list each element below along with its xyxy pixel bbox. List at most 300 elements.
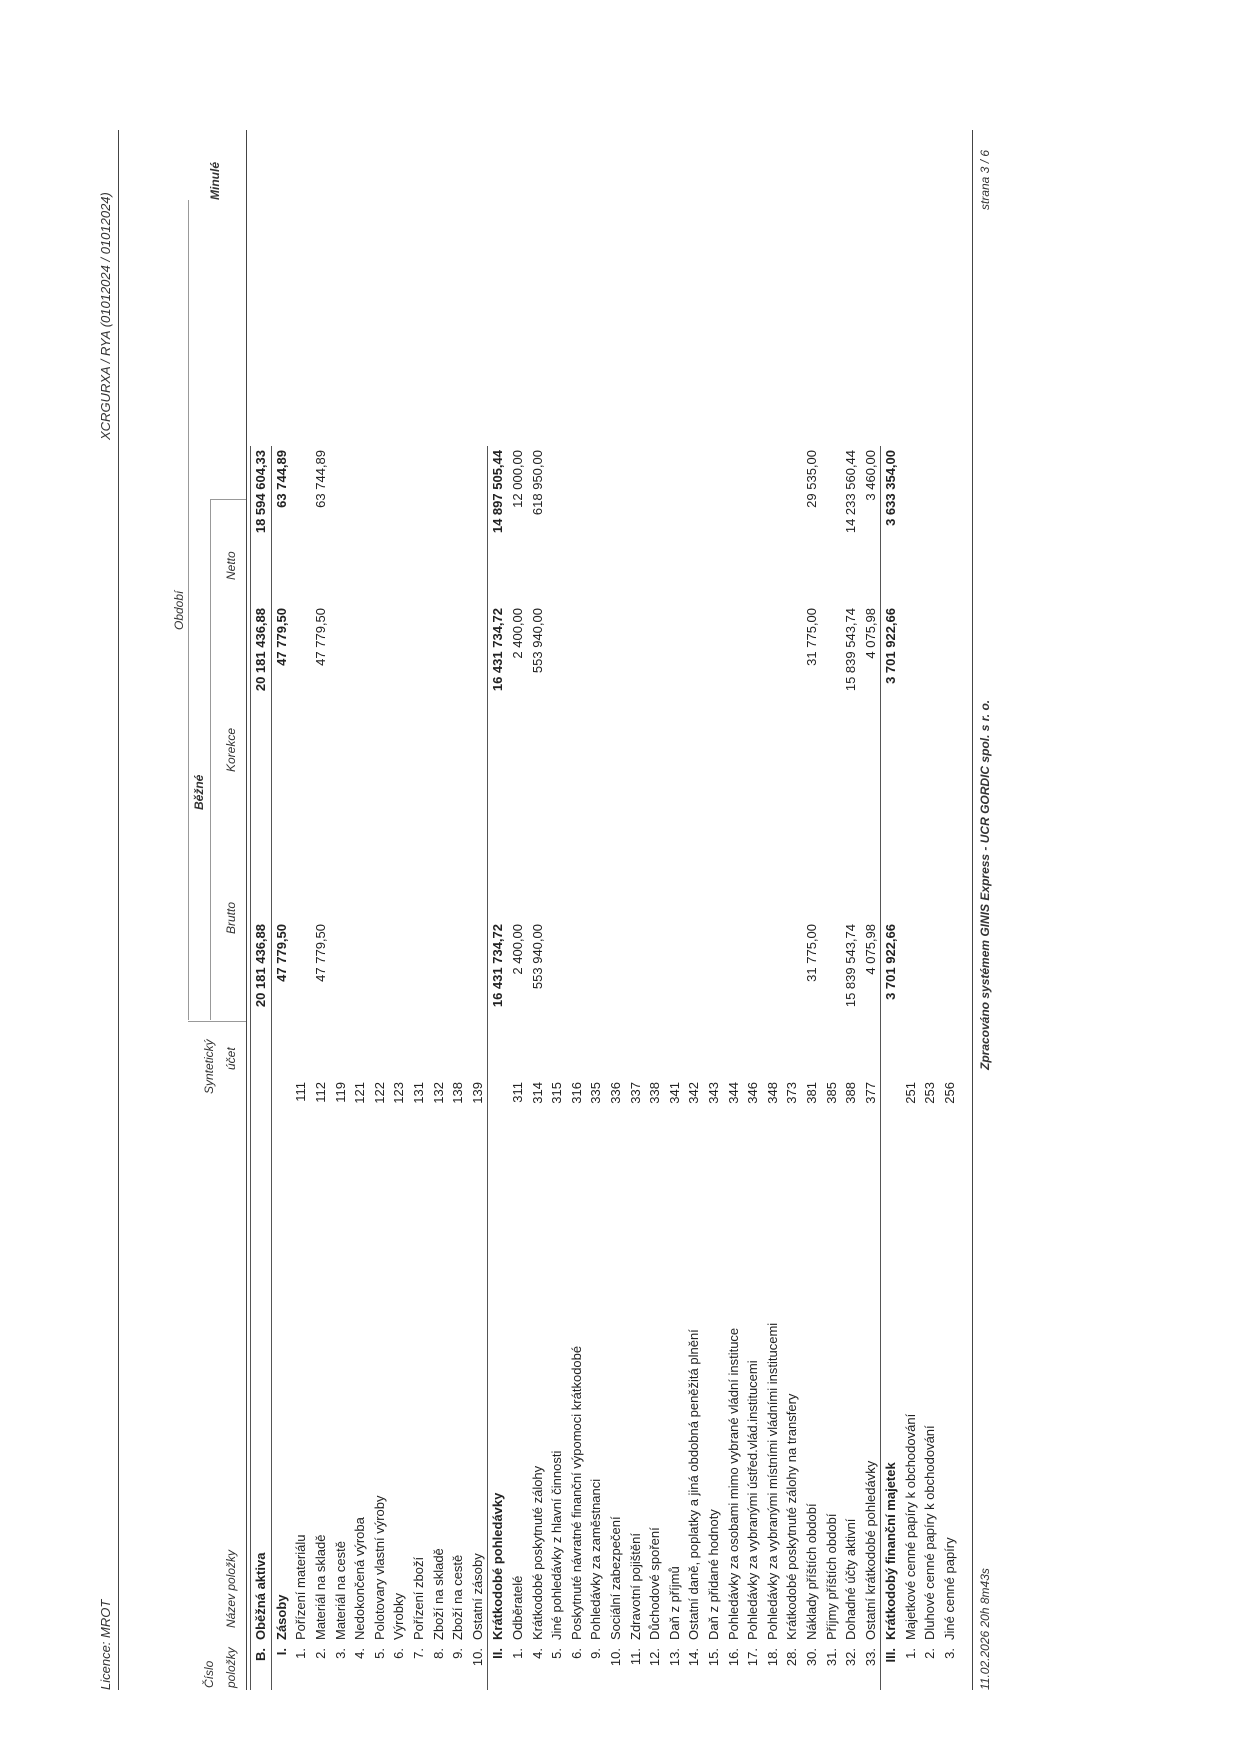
- row-name: Poskytnuté návratné finanční výpomoci krátkodobé: [568, 1345, 584, 1640]
- row-minule: [901, 446, 921, 604]
- table-row: [586, 446, 606, 1690]
- table-row: [625, 446, 645, 1690]
- row-number: 15.: [705, 1648, 721, 1667]
- row-account: [881, 1078, 901, 1136]
- row-name: Výrobky: [391, 1593, 407, 1640]
- table-row: [684, 446, 704, 1690]
- row-brutto: [821, 920, 841, 1078]
- row-korekce: [664, 762, 684, 920]
- row-name: Pořízení materiálu: [293, 1534, 309, 1640]
- row-korekce: [527, 762, 547, 920]
- row-korekce: [567, 762, 587, 920]
- row-account: 337: [627, 1082, 643, 1104]
- row-number: 33.: [862, 1648, 878, 1667]
- row-korekce: [723, 762, 743, 920]
- row-name: Pořízení zboží: [411, 1556, 427, 1640]
- row-brutto: 20 181 436,88: [251, 920, 272, 1078]
- row-brutto: [370, 920, 390, 1078]
- row-netto: [664, 604, 684, 762]
- report-id: XCRGURXA / RYA (01012024 / 01012024): [98, 192, 113, 440]
- row-netto: [684, 604, 704, 762]
- row-korekce: [350, 762, 370, 920]
- row-account: 381: [803, 1082, 819, 1104]
- row-minule: 14 897 505,44: [488, 446, 508, 604]
- table-row: [567, 446, 587, 1690]
- row-korekce: [547, 762, 567, 920]
- header-bezne: Běžné: [192, 774, 206, 810]
- row-minule: [743, 446, 763, 604]
- row-minule: 63 744,89: [313, 450, 329, 508]
- row-korekce: [782, 762, 802, 920]
- row-minule: [468, 446, 488, 604]
- row-netto: [920, 604, 940, 762]
- row-name: Dluhové cenné papíry k obchodování: [922, 1425, 938, 1640]
- header-synteticky-top: Syntetický: [202, 1039, 216, 1094]
- row-brutto: 47 779,50: [271, 920, 291, 1078]
- row-korekce: [448, 762, 468, 920]
- row-name: Majetkové cenné papíry k obchodování: [902, 1413, 918, 1640]
- row-account: 251: [902, 1082, 918, 1104]
- table-row: [860, 446, 880, 1690]
- row-netto: [821, 604, 841, 762]
- row-number: 14.: [686, 1648, 702, 1667]
- table-row: [330, 446, 350, 1690]
- row-netto: [291, 604, 311, 762]
- row-brutto: [743, 920, 763, 1078]
- row-korekce: [901, 762, 921, 920]
- row-name: Pohledávky za vybranými místními vládními institucemi: [764, 1322, 780, 1640]
- row-netto: [567, 604, 587, 762]
- table-row: [448, 446, 468, 1690]
- table-row: [704, 446, 724, 1690]
- table-row: [389, 446, 409, 1690]
- row-account: 121: [352, 1082, 368, 1104]
- header-rule-bezne: [210, 500, 211, 1020]
- row-netto: [606, 604, 626, 762]
- header-rule-obdobi: [188, 200, 189, 1020]
- table-row: [723, 446, 743, 1690]
- row-name: Zásoby: [271, 1136, 291, 1644]
- row-netto: [782, 604, 802, 762]
- row-account: 373: [784, 1082, 800, 1104]
- row-account: 344: [725, 1082, 741, 1104]
- row-number: 4.: [529, 1648, 545, 1659]
- row-account: 131: [411, 1082, 427, 1104]
- table-row: [881, 446, 901, 1690]
- row-brutto: [723, 920, 743, 1078]
- table-row: [664, 446, 684, 1690]
- table-row: [762, 446, 782, 1690]
- row-brutto: [428, 920, 448, 1078]
- row-number: 9.: [450, 1648, 466, 1659]
- table-row: [370, 446, 390, 1690]
- row-number: 3.: [942, 1648, 958, 1659]
- row-netto: [448, 604, 468, 762]
- row-minule: [920, 446, 940, 604]
- row-netto: [743, 604, 763, 762]
- row-netto: 3 701 922,66: [881, 604, 901, 762]
- row-minule: [782, 446, 802, 604]
- row-name: Jiné cenné papíry: [942, 1537, 958, 1640]
- row-brutto: [664, 920, 684, 1078]
- row-account: [251, 1078, 272, 1136]
- row-name: Krátkodobé pohledávky: [488, 1136, 508, 1644]
- row-brutto: 15 839 543,74: [843, 924, 859, 1008]
- row-name: Sociální zabezpečení: [607, 1516, 623, 1640]
- row-account: 377: [862, 1082, 878, 1104]
- footer-producer: Zpracováno systémem GINIS Express - UCR GORDIC spol. s r. o.: [978, 699, 992, 1070]
- row-netto: 47 779,50: [271, 604, 291, 762]
- row-korekce: [291, 762, 311, 920]
- bottom-rule: [972, 130, 973, 1690]
- row-minule: [547, 446, 567, 604]
- row-number: 6.: [391, 1648, 407, 1659]
- table-row: [311, 446, 331, 1690]
- row-minule: [606, 446, 626, 604]
- table-row: [527, 446, 547, 1690]
- row-brutto: [645, 920, 665, 1078]
- row-number: 9.: [588, 1648, 604, 1659]
- row-netto: [901, 604, 921, 762]
- row-brutto: [330, 920, 350, 1078]
- row-name: Důchodové spoření: [647, 1527, 663, 1640]
- row-minule: [291, 446, 311, 604]
- row-brutto: 2 400,00: [510, 924, 526, 975]
- row-minule: [370, 446, 390, 604]
- row-number: 32.: [843, 1648, 859, 1667]
- table-row: [291, 446, 311, 1690]
- header-vline-minule: [210, 499, 246, 500]
- table-row: [468, 446, 488, 1690]
- row-korekce: [488, 762, 508, 920]
- row-number: 30.: [803, 1648, 819, 1667]
- row-name: Krátkodobé poskytnuté zálohy na transfery: [784, 1393, 800, 1640]
- row-number: 18.: [764, 1648, 780, 1667]
- row-number: 7.: [411, 1648, 427, 1659]
- row-number: 1.: [293, 1648, 309, 1659]
- row-minule: [389, 446, 409, 604]
- row-minule: 3 633 354,00: [881, 446, 901, 604]
- row-minule: [704, 446, 724, 604]
- row-name: Daň z příjmů: [666, 1566, 682, 1640]
- row-minule: [723, 446, 743, 604]
- row-number: 5.: [549, 1648, 565, 1659]
- row-name: Dohadné účty aktivní: [843, 1518, 859, 1640]
- row-korekce: [762, 762, 782, 920]
- row-netto: [762, 604, 782, 762]
- row-minule: [350, 446, 370, 604]
- footer-page: strana 3 / 6: [978, 149, 992, 210]
- row-brutto: [586, 920, 606, 1078]
- row-name: Ostatní krátkodobé pohledávky: [862, 1460, 878, 1640]
- row-korekce: [821, 762, 841, 920]
- row-number: 1.: [902, 1648, 918, 1659]
- row-netto: [468, 604, 488, 762]
- row-account: 336: [607, 1082, 623, 1104]
- row-minule: [645, 446, 665, 604]
- row-brutto: [762, 920, 782, 1078]
- table-row: [350, 446, 370, 1690]
- row-number: 17.: [745, 1648, 761, 1667]
- row-netto: [723, 604, 743, 762]
- table-row: [409, 446, 429, 1690]
- row-brutto: [567, 920, 587, 1078]
- row-korekce: [586, 762, 606, 920]
- row-name: Zboží na cestě: [450, 1554, 466, 1640]
- row-minule: [664, 446, 684, 604]
- row-account: 138: [450, 1082, 466, 1104]
- header-obdobi: Období: [172, 590, 186, 630]
- row-korekce: [251, 762, 272, 920]
- row-account: 314: [529, 1082, 545, 1104]
- row-netto: [389, 604, 409, 762]
- header-cislo-bottom: položky: [224, 1647, 238, 1688]
- row-korekce: [409, 762, 429, 920]
- row-name: Nedokončená výroba: [352, 1517, 368, 1640]
- table-row: [645, 446, 665, 1690]
- row-account: 256: [942, 1082, 958, 1104]
- row-korekce: [508, 762, 528, 920]
- row-korekce: [860, 762, 880, 920]
- row-minule: [586, 446, 606, 604]
- row-account: 315: [549, 1082, 565, 1104]
- row-number: 1.: [510, 1648, 526, 1659]
- row-number: 10.: [469, 1648, 485, 1667]
- row-name: Polotovary vlastní výroby: [371, 1495, 387, 1640]
- table-row: [271, 446, 291, 1690]
- row-netto: [428, 604, 448, 762]
- header-cislo-top: Číslo: [202, 1660, 216, 1688]
- row-korekce: [311, 762, 331, 920]
- row-name: Ostatní daně, poplatky a jiná obdobná peněžitá plnění: [686, 1329, 702, 1640]
- row-number: 8.: [430, 1648, 446, 1659]
- row-netto: 20 181 436,88: [251, 604, 272, 762]
- row-minule: [684, 446, 704, 604]
- table-row: [508, 446, 528, 1690]
- row-account: 139: [469, 1082, 485, 1104]
- row-name: Jiné pohledávky z hlavní činnosti: [549, 1450, 565, 1640]
- row-name: Odběratelé: [510, 1575, 526, 1640]
- row-account: 111: [293, 1082, 309, 1102]
- row-name: Zboží na skladě: [430, 1548, 446, 1640]
- row-number: II.: [488, 1644, 508, 1690]
- row-minule: 63 744,89: [271, 446, 291, 604]
- row-number: 31.: [823, 1648, 839, 1667]
- row-number: 6.: [568, 1648, 584, 1659]
- row-account: 341: [666, 1082, 682, 1104]
- row-korekce: [841, 762, 861, 920]
- row-minule: 12 000,00: [510, 450, 526, 508]
- row-korekce: [743, 762, 763, 920]
- row-brutto: [625, 920, 645, 1078]
- row-brutto: [291, 920, 311, 1078]
- row-korekce: [330, 762, 350, 920]
- row-brutto: [547, 920, 567, 1078]
- row-brutto: 31 775,00: [803, 924, 819, 982]
- row-korekce: [625, 762, 645, 920]
- row-number: 28.: [784, 1648, 800, 1667]
- row-brutto: [468, 920, 488, 1078]
- row-netto: 4 075,98: [862, 608, 878, 659]
- row-account: 112: [313, 1082, 329, 1103]
- row-netto: [350, 604, 370, 762]
- row-name: Ostatní zásoby: [469, 1553, 485, 1640]
- row-account: 388: [843, 1082, 859, 1104]
- header-minule: Minulé: [208, 162, 222, 200]
- table-row: [547, 446, 567, 1690]
- row-account: [271, 1078, 291, 1136]
- table-row: [488, 446, 508, 1690]
- footer-timestamp: 11.02.2026 20h 8m43s: [978, 1568, 992, 1690]
- row-number: 16.: [725, 1648, 741, 1667]
- row-brutto: 47 779,50: [313, 924, 329, 982]
- row-korekce: [606, 762, 626, 920]
- row-minule: [567, 446, 587, 604]
- row-number: 13.: [666, 1648, 682, 1667]
- row-account: 123: [391, 1082, 407, 1104]
- rotated-page: [90, 30, 1090, 1710]
- table-row: [606, 446, 626, 1690]
- balance-table: [250, 446, 959, 1690]
- header-vline-ucet: [188, 1021, 246, 1022]
- table-row: [821, 446, 841, 1690]
- row-netto: [645, 604, 665, 762]
- row-account: 346: [745, 1082, 761, 1104]
- row-korekce: [271, 762, 291, 920]
- row-netto: [704, 604, 724, 762]
- row-minule: [448, 446, 468, 604]
- row-netto: [330, 604, 350, 762]
- row-brutto: [920, 920, 940, 1078]
- table-row: [743, 446, 763, 1690]
- table-row: [940, 446, 960, 1690]
- row-name: Krátkodobý finanční majetek: [881, 1136, 901, 1644]
- row-minule: 29 535,00: [803, 450, 819, 508]
- row-brutto: [940, 920, 960, 1078]
- row-minule: 3 460,00: [862, 450, 878, 501]
- row-brutto: 553 940,00: [529, 924, 545, 990]
- row-brutto: 16 431 734,72: [488, 920, 508, 1078]
- row-brutto: [606, 920, 626, 1078]
- row-netto: [625, 604, 645, 762]
- row-brutto: 4 075,98: [862, 924, 878, 975]
- row-account: 253: [922, 1082, 938, 1104]
- row-korekce: [370, 762, 390, 920]
- table-row: [901, 446, 921, 1690]
- row-netto: 31 775,00: [803, 608, 819, 666]
- row-name: Oběžná aktiva: [251, 1136, 272, 1644]
- table-row: [920, 446, 940, 1690]
- row-netto: 16 431 734,72: [488, 604, 508, 762]
- row-brutto: [350, 920, 370, 1078]
- header-synteticky-bottom: účet: [224, 1047, 238, 1070]
- row-number: 5.: [371, 1648, 387, 1659]
- row-korekce: [940, 762, 960, 920]
- row-minule: [821, 446, 841, 604]
- licence-label: Licence: MROT: [98, 1599, 113, 1690]
- header-brutto: Brutto: [224, 901, 238, 934]
- row-number: 10.: [607, 1648, 623, 1667]
- row-number: 12.: [647, 1648, 663, 1667]
- row-netto: 2 400,00: [510, 608, 526, 659]
- row-minule: [940, 446, 960, 604]
- row-brutto: [684, 920, 704, 1078]
- table-row: [802, 446, 822, 1690]
- row-account: 348: [764, 1082, 780, 1104]
- row-name: Krátkodobé poskytnuté zálohy: [529, 1465, 545, 1640]
- row-korekce: [802, 762, 822, 920]
- row-brutto: [704, 920, 724, 1078]
- row-minule: [625, 446, 645, 604]
- row-name: Náklady příštích období: [803, 1503, 819, 1640]
- row-korekce: [684, 762, 704, 920]
- row-name: Příjmy příštích období: [823, 1513, 839, 1640]
- row-korekce: [881, 762, 901, 920]
- row-netto: 15 839 543,74: [843, 608, 859, 692]
- row-account: 311: [510, 1082, 526, 1103]
- row-account: 338: [647, 1082, 663, 1104]
- row-netto: 47 779,50: [313, 608, 329, 666]
- row-name: Zdravotní pojištění: [627, 1533, 643, 1640]
- row-netto: [586, 604, 606, 762]
- row-account: 122: [371, 1082, 387, 1104]
- table-row: [782, 446, 802, 1690]
- row-minule: [330, 446, 350, 604]
- row-minule: 18 594 604,33: [251, 446, 272, 604]
- row-korekce: [428, 762, 448, 920]
- row-number: III.: [881, 1644, 901, 1690]
- top-rule: [118, 130, 119, 1690]
- row-number: 11.: [627, 1648, 643, 1666]
- header-nazev: Název položky: [224, 1549, 238, 1628]
- row-netto: [547, 604, 567, 762]
- row-brutto: [389, 920, 409, 1078]
- row-netto: [370, 604, 390, 762]
- row-brutto: [448, 920, 468, 1078]
- row-netto: [409, 604, 429, 762]
- row-number: B.: [251, 1644, 272, 1690]
- row-number: 4.: [352, 1648, 368, 1659]
- row-korekce: [645, 762, 665, 920]
- row-account: 335: [588, 1082, 604, 1104]
- table-row: [841, 446, 861, 1690]
- row-name: Pohledávky za vybranými ústřed.vlád.institucemi: [745, 1360, 761, 1640]
- row-minule: 618 950,00: [529, 450, 545, 516]
- row-netto: 553 940,00: [529, 608, 545, 674]
- row-minule: [428, 446, 448, 604]
- row-name: Materiál na skladě: [313, 1534, 329, 1640]
- row-account: 316: [568, 1082, 584, 1104]
- row-brutto: [901, 920, 921, 1078]
- row-korekce: [704, 762, 724, 920]
- row-korekce: [920, 762, 940, 920]
- row-account: 342: [686, 1082, 702, 1104]
- row-number: 2.: [313, 1648, 329, 1659]
- row-name: Daň z přidané hodnoty: [705, 1509, 721, 1640]
- row-netto: [940, 604, 960, 762]
- row-account: 343: [705, 1082, 721, 1104]
- header-korekce: Korekce: [224, 727, 238, 772]
- row-korekce: [389, 762, 409, 920]
- header-bottom-rule: [246, 130, 247, 1690]
- row-brutto: 3 701 922,66: [881, 920, 901, 1078]
- row-number: 2.: [922, 1648, 938, 1659]
- row-name: Pohledávky za zaměstnanci: [588, 1478, 604, 1640]
- row-number: 3.: [332, 1648, 348, 1659]
- row-name: Pohledávky za osobami mimo vybrané vládní instituce: [725, 1327, 741, 1640]
- row-account: 132: [430, 1082, 446, 1104]
- table-row: [251, 446, 272, 1690]
